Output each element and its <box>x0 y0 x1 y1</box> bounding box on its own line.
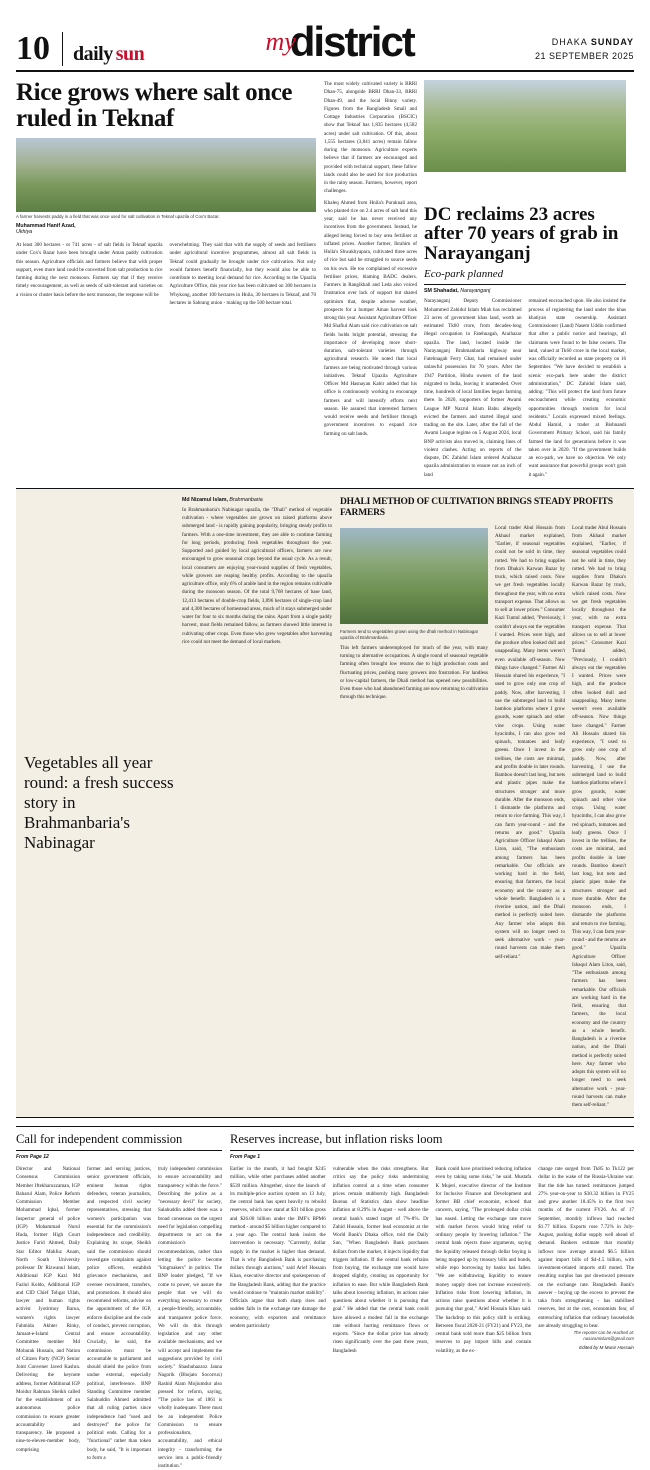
publication-logo <box>73 43 144 66</box>
dc-kicker: Eco-park planned <box>424 268 626 285</box>
commission-headline: Call for independent commission <box>16 1132 183 1147</box>
dateline-weekday: SUNDAY <box>590 37 634 47</box>
reserves-col-4: change rate surged from Tk85 to Tk122 per dollar in the wake of the Russia-Ukraine war. But the tide has turned: remittances jumped 27% year-on-year to $30.32 billion in FY25 and grew another 18.45% in the first two months of the current FY26. As of 17 September, monthly inflows had reached $1.77 billion. Exports rose 7.72% in July-August, pushing dollar supply well ahead of demand. Bankers estimate that monthly inflows now average around $6.5 billion against import bills of $4-4.5 billion, with investment-related imports still muted. The resulting surplus has put downward pressure on the exchange rate. Bangladesh Bank's answer - buying up the excess to prevent the taka from strengthening - has stabilised reserves, but at the cost, economists fear, of entrenching inflation that ordinary households are already struggling to bear. <box>538 1166 634 1329</box>
commission-col-1: Director and National Consensus Commission Member Iftekharuzzaman, IGP Baharul Alam, Police Reform Commission Member Mohammad Iqbal, former Inspector general of police (IGP) Mohammad Nurul Huda, former High Court Justice Farid Ahmed, Daily Star Editor Mahfuz Anam, North South University professor Dr Rizwanul Islam, Additional IGP Kazi Md Fazlul Koldo, Additional IGP and CID Chief Tohgat Ullah, lawyer and human rights activist Jyotirmoy Barua, women's rights lawyer Fahmida Akhter Rinky, Jamaat-e-Islami Central Committee member Md Mobarak Hussain, and Nation of Citizen Party (NCP) Senior Joint Convener Javed Kashra. Delivering the keynote address, former Additional IGP Moidur Rahman Sheikh called for the establishment of an autonomous police commission to ensure greater accountability and transparency. He proposed a nine-to-eleven-member body, comprising <box>16 1166 80 1453</box>
lead-col-2: overwhelming. They said that with the supply of seeds and fertilisers under agricultural incentive programmes, almost all salt fields in Teknaf could gradually be brought under rice cultivation. Not only would farmers benefit financially, but they would also be able to contribute to meeting local demand for rice. According to the Upazila Agriculture Office, this year rice has been cultivated on 300 hectares in Whykong, another 100 hectares in Hnila, 30 hectares in Teknaf, and 70 hectares in Sabrang union - making up the 500 hectare total. <box>169 242 316 306</box>
lead-byline-location: Ukhiya <box>16 229 33 236</box>
feature-right-block <box>340 497 626 1110</box>
reserves-columns <box>230 1165 634 1355</box>
reserves-fromline: From Page 1 <box>230 1154 261 1161</box>
top-section <box>16 80 634 479</box>
lead-col-4: Khaleq Ahmed from Hnila's Puraknali area, who planted rice on 2.4 acres of salt land this year, said he has never received any incentives from the government. Instead, he alleged being forced to buy urea fertiliser at inflated prices. Another farmer, Ibrahim of Hnila's Shwakhyapara, cultivated three acres of rice but said he struggled to source seeds on his own. He too complained of excessive fertiliser prices, blaming BADC dealers. Farmers in Rangikhali and Leda also voiced frustration over lack of support but shared optimism that, despite adverse weather, prospects for a bumper Aman harvest look strong this year. Assistant Agriculture Officer Md Shafiul Alam said rice cultivation on salt fields holds bright potential, stressing the importance of developing more short-duration, salt-tolerant varieties through agricultural research. He noted that local farmers are being motivated through various initiatives. Teknaf Upazila Agriculture Officer Md Hasnayan Kabir added that his office is continuously working to encourage farmers and will intensify efforts next season. He assured that interested farmers would receive seeds and fertiliser through government incentives to expand rice farming on salt lands. <box>324 199 417 437</box>
dateline <box>535 36 634 66</box>
reserves-rule <box>230 1150 634 1151</box>
feature-col-2: This left farmers underemployed for much of the year, with many turning to alternative occupations. A single round of seasonal vegetable farming often brought low returns due to high production costs and fluctuating prices, pushing many growers into frustration. For landless or low-capital farmers, the Dhali method has opened new possibilities. Even those who had abandoned farming are now returning to cultivation through this technique. <box>340 644 488 701</box>
feature-story <box>16 488 634 1119</box>
dateline-date: 21 SEPTEMBER 2025 <box>534 50 634 61</box>
dc-col-2: remained encroached upon. He also insisted the process of registering the land under the khas khatiyan state ownership. Assistant Commissioner (Land) Nasem Uddin confirmed that after a public notice and hearings, all claimants were found to be false owners. The land, valued at Tk60 crore in the local market, was officially recorded as state property on 16 September. "We have decided to establish a scenic eco-park here under the district administration," DC Zahidul Islam said, adding: "This will protect the land from future encroachment while creating economic opportunities through tourism for local residents." Locals expressed mixed feelings. Abdul Hamid, a trader at Bishnandi Government Primary School, said his family farmed the land for generations before it was taken over in 2020. "If the government builds an eco-park, we have no objection. We only want assurance that powerful groups won't grab it again." <box>528 298 626 478</box>
feature-byline <box>182 497 332 503</box>
feature-byline-location: Brahmanbaria <box>229 496 263 503</box>
feature-col-3b: Local trader Abul Hossain from Akhaul market explained, "Earlier, if seasonal vegetables could not be sold in time, they rotted. We had to bring supplies from Dhaka's Karwan Bazar by truck, which raised costs. Now we get fresh vegetables locally throughout the year, with no extra transport expense. That allows us to sell at lower prices." Consumer Kazi Tuntul added, "Previously, I couldn't always eat the vegetables I wanted. Prices were high, and the produce often looked dull and unappealing. Many items weren't even available off-season. Now things have changed." Farmer Ali Hossain shared his experience, "I used to grow only one crop of paddy. Now, after harvesting, I use the submerged land to build bamboo platforms where I grow gourds, water spinach and other vine crops. Using water hyacinths, I can also grow red spinach, tomatoes and leafy greens. Once I invest in the trellises, the costs are minimal, and profits double in later rounds. Bamboo doesn't last long, but nets and plastic pipes make the structures stronger and more durable. After the monsoon ends, I dismantle the platforms and return to rice farming. This way, I can farm year-round - and the returns are good." Upazila Agriculture Officer Ishaqul Alam Liton, said, "The enthusiasm among farmers has been remarkable. Our officials are working hard in the field, ensuring that farmers, the local economy and the country as a whole benefit. Bangladesh is a riverine nation, and the Dhali method is perfectly suited here. Any farmer who adopts this system will no longer need to seek alternative work - year-round harvests can make them self-reliant." <box>572 524 626 1109</box>
feature-photo-caption: Farmers tend to vegetables grown using the dhali method in Nabinagar upazila of Brahmanbaria. <box>340 628 479 640</box>
lead-extra-columns <box>324 80 626 196</box>
feature-byline-name: Md Nizamul Islam, <box>182 496 228 503</box>
dc-columns <box>424 297 626 479</box>
feature-photo-block <box>340 524 488 1110</box>
lead-byline <box>16 223 316 235</box>
dc-right-block <box>424 80 626 196</box>
feature-title-block <box>24 497 174 1110</box>
reserves-col-4-block <box>538 1165 634 1355</box>
lead-col-3: The most widely cultivated variety is BRRI Dhan-75, alongside BRRI Dhan-33, BRRI Dhan-49, and the local Binny variety. Figures from the Bangladesh Small and Cottage Industries Corporation (BSCIC) show that Teknaf has 1,835 hectares (4,582 acres) under salt cultivation. Of this, about 1,555 hectares (3,841 acres) remain fallow during the monsoon. Agriculture experts believe that if farmers are encouraged and provided with technical support, these fallow lands could also be used for rice production in the rainy season. Farmers, however, report challenges. <box>324 81 417 195</box>
lead-story <box>16 80 316 479</box>
reserves-col-2: vulnerable when the risks strengthens. But critics say the policy risks undermining inflation control at a time when consumer prices remain stubbornly high. Bangladesh Bureau of Statistics data show headline inflation at 8.29% in August - well above the central bank's stated target of 7%-8%. Dr Zahid Hussain, former lead economist at the World Bank's Dhaka office, told the Daily Sun, "When Bangladesh Bank purchases dollars from the market, it injects liquidity that triggers inflation. If the central bank refrains from buying, the exchange rate would have dropped slightly, creating an opportunity for inflation to ease. But while Bangladesh Bank talks about lowering inflation, its actions raise questions about whether it is pursuing that goal." He added that the central bank could have allowed a modest fall in the exchange rate without hurting remittance flows or exports. "Since the dollar price has already risen significantly over the past three years, Bangladesh <box>332 1166 429 1354</box>
feature-right-columns <box>340 524 626 1110</box>
reserves-col-1: Earlier in the month, it had bought $245 million, while other purchases added another $539 million. Altogether, since the launch of its multiple-price auction system on 13 July, the central bank has spent heavily to rebuild reserves, which now stand at $31 billion gross and $26.08 billion under the IMF's BPM6 method - around $5 billion higher compared to a year ago. The central bank insists the intervention is necessary. "Currently, dollar supply in the market is higher than demand. That is why Bangladesh Bank is purchasing dollars through auctions," said Arief Hossain Khan, executive director and spokesperson of the Bangladesh Bank, adding that the practice would continue to "maintain market stability". Officials argue that both sharp rises and sudden falls in the exchange rate damage the economy, with exporters and remittance senders particularly <box>230 1166 326 1329</box>
lead-byline-name: Muhammad Hanif Azad, <box>16 223 76 230</box>
dc-story <box>324 80 626 479</box>
reserves-headline: Reserves increase, but inflation risks loom <box>230 1132 443 1147</box>
section-title <box>144 18 535 66</box>
commission-rule <box>16 1150 222 1151</box>
dc-head-row <box>324 199 626 479</box>
lead-photo-caption: A farmer harvests paddy in a field that was once used for salt cultivation in Teknaf upazila of Cox's Bazar. <box>16 214 220 219</box>
lead-columns <box>16 241 316 307</box>
feature-photo <box>340 528 488 624</box>
commission-fromline: From Page 12 <box>16 1154 49 1161</box>
reporter-contact: The reporter can be reached at: nusaramislam@gmail.com <box>573 1330 634 1342</box>
dc-byline-name: SM Shahadat, <box>424 288 459 295</box>
commission-columns <box>16 1165 222 1470</box>
lead-headline: Rice grows where salt once ruled in Teknaf <box>16 79 293 132</box>
dc-photo <box>424 80 626 172</box>
dc-byline-location: Narayanganj <box>460 288 491 295</box>
reserves-story <box>230 1133 634 1470</box>
dc-col-1: Narayanganj Deputy Commissioner Mohammed Zahidul Islam Miah has reclaimed 23 acres of government khas land, worth an estimated Tk60 crore, from decades-long illegal occupation in Fatehnagah, Araihazar upazila. The land, located inside the Narayanganj Brahmanbaria highway near Fatehnagah Ferry Ghat, had remained under unlawful possession for 70 years. After the 1947 Partition, Hindu owners of the land migrated to India, leaving it unattended. Over time, hundreds of local families began farming there. In 2020, supporters of former Awami League MP Nazrul Islam Babu allegedly evicted the farmers and started illegal sand trading on the site. Later, after the fall of the Awami League regime on 5 August 2024, local BNP activists also moved in, claiming lines of violent clashes. Acting on reports of the dispute, DC Zahidul Islam ordered Araihazar upazila administration to ensure not an inch of land <box>424 298 522 478</box>
dc-byline <box>424 288 626 294</box>
dc-headline: DC reclaims 23 acres after 70 years of grab in Narayanganj <box>424 203 619 265</box>
masthead <box>16 18 634 72</box>
bottom-section <box>16 1126 634 1470</box>
reserves-col-3: Bank could have prioritised reducing inflation even by taking some risks," he said. Mustafa K Mujeri, executive director of the Institute for Inclusive Finance and Development and former BB chief economist, echoed that concern, saying, "The prolonged dollar crisis has eased. Letting the exchange rate move with market forces would bring relief to ordinary people by lowering inflation." The central bank rejects those arguments, saying the liquidity released through dollar buying is being mopped up by treasury bills and bonds, while repo borrowing by banks has fallen. "We are withdrawing liquidity to ensure money supply does not increase excessively. Inflation risks from lowering inflation, its actions raise questions about whether it is pursuing that goal," Arief Hossain Khan said. The backdrop to this policy shift is striking. Between fiscal 2020-21 (FY21) and FY23, the central bank sold more than $25 billion from reserves to pay import bills and contain volatility, as the ex- <box>435 1166 532 1354</box>
logo-sun: sun <box>115 43 145 65</box>
feature-kicker: DHALI METHOD OF CULTIVATION BRINGS STEADY PROFITS FARMERS <box>340 496 613 519</box>
dateline-city: DHAKA <box>551 37 588 47</box>
feature-headline: Vegetables all year round: a fresh success story in Brahmanbaria's Nabinagar <box>24 752 174 853</box>
section-title-my: my <box>265 27 296 56</box>
dc-head-block <box>424 199 626 479</box>
page-number: 10 <box>16 30 50 67</box>
feature-col-1-block <box>182 497 332 1110</box>
feature-col-3a: Local trader Abul Hossain from Akhaul market explained, "Earlier, if seasonal vegetables could not be sold in time, they rotted. We had to bring supplies from Dhaka's Karwan Bazar by truck, which raised costs. Now we get fresh vegetables locally throughout the year, with no extra transport expense. That allows us to sell at lower prices." Consumer Kazi Tuntul added, "Previously, I couldn't always eat the vegetables I wanted. Prices were high, and the produce often looked dull and unappealing. Many items weren't even available off-season. Now things have changed." Farmer Ali Hossain shared his experience, "I used to grow only one crop of paddy. Now, after harvesting, I use the submerged land to build bamboo platforms where I grow gourds, water spinach and other vine crops. Using water hyacinths, I can also grow red spinach, tomatoes and leafy greens. Once I invest in the trellises, the costs are minimal, and profits double in later rounds. Bamboo doesn't last long, but nets and plastic pipes make the structures stronger and more durable. After the monsoon ends, I dismantle the platforms and return to rice farming. This way, I can farm year-round - and the returns are good." Upazila Agriculture Officer Ishaqul Alam Liton, said, "The enthusiasm among farmers has been remarkable. Our officials are working hard in the field, ensuring that farmers, the local economy and the country as a whole benefit. Bangladesh is a riverine nation, and the Dhali method is perfectly suited here. Any farmer who adopts this system will no longer need to seek alternative work - year-round harvests can make them self-reliant." <box>495 524 565 960</box>
section-title-district: district <box>289 18 414 65</box>
commission-col-2: former and serving justices, senior government officials, eminent human rights defenders, veteran journalists, and respected civil society representatives, stressing that women's participation was essential for the commission's independence and credibility. Explaining its scope, Sheikh said the commission should investigate complaints against police officers, establish grievance mechanisms, and oversee recruitment, transfers, and promotions. It should also recommend reforms, advise on the appointment of the IGP, enforce discipline and the code of conduct, prevent corruption, and ensure accountability. Crucially, he said, the commission must be accountable to parliament and should shield the police from undue external, especially political, interference. BNP Standing Committee member Salahuddin Ahmed admitted that all ruling parties since independence had "used and destroyed" the police for political ends. Calling for a "functional" rather than token body, he said, "It is important to form a <box>87 1166 151 1461</box>
commission-col-3: truly independent commission to ensure accountability and transparency within the force." Describing the police as a "necessary devil" for society, Salahuddin added there was a broad consensus on the urgent need for legislation compelling departments to act on the commission's recommendations, rather than letting the police become "kingmakers" in politics. The BNP leader pledged, "If we come to power, we assure the people that we will do everything necessary to create a people-friendly, accountable, and transparent police force. We will do this through legislation and any other available mechanisms, and we will accept and implement the suggestions provided by civil society." Shashuhazzoz Janna Nagorik (Bhojato Socorrux) Rashid Alam Mojiumdur also pressed for reform, saying, "The police law of 1861 is wholly inadequate. There must be an independent Police Commission to ensure professionalism, accountability, and ethical integrity - transforming the service into a public-friendly institution." <box>158 1166 222 1470</box>
lead-col-1: At least 300 hectares - or 741 acres - of salt fields in Teknaf upazila under Cox's Bazar have been brought under Aman paddy cultivation this season. Agriculture officials and farmers believe that with proper support, even more land could be converted from salt production to rice farming during the next monsoon. Farmers say that if they receive timely encouragement, as well as seeds of salt-tolerant and varieties on a vision or cluster basis before the next monsoon, the response will be <box>16 242 163 298</box>
editor-credit: Edited by M Munir Hossain <box>579 1345 634 1351</box>
dateline-city-day <box>535 36 634 50</box>
logo-daily: daily <box>73 43 113 65</box>
lead-photo <box>16 138 316 212</box>
masthead-divider <box>62 32 63 66</box>
commission-story <box>16 1133 222 1470</box>
feature-col-1: In Brahmanbaria's Nabinagar upazila, the "Dhali" method of vegetable cultivation - where vegetables are grown on raised platforms above submerged land - is rapidly gaining popularity, bringing steady profits to farmers. With a one-time investment, they are able to continue farming for long periods, producing fresh vegetables throughout the year. Supported and guided by local agricultural officers, farmers are now encouraged to grow seasonal crops beyond the usual cycle. As a result, local consumers are enjoying year-round supplies of fresh vegetables, while growers are reaping healthy profits. According to the upazila agriculture office, only 6% of arable land in the region remains cultivable during the monsoon season. Of the total 9,768 hectares of base land, 12,413 hectares of double-crop fields, 3,896 hectares of single-crop land and 4,300 hectares of homestead areas, much of it stays submerged under water for four to six months during the rains. Apart from a single paddy harvest, most fields remained fallow, as farmers showed little interest in cultivating other crops. Even those who grew vegetables after harvesting rice could not meet the demand of local markets. <box>182 506 332 645</box>
